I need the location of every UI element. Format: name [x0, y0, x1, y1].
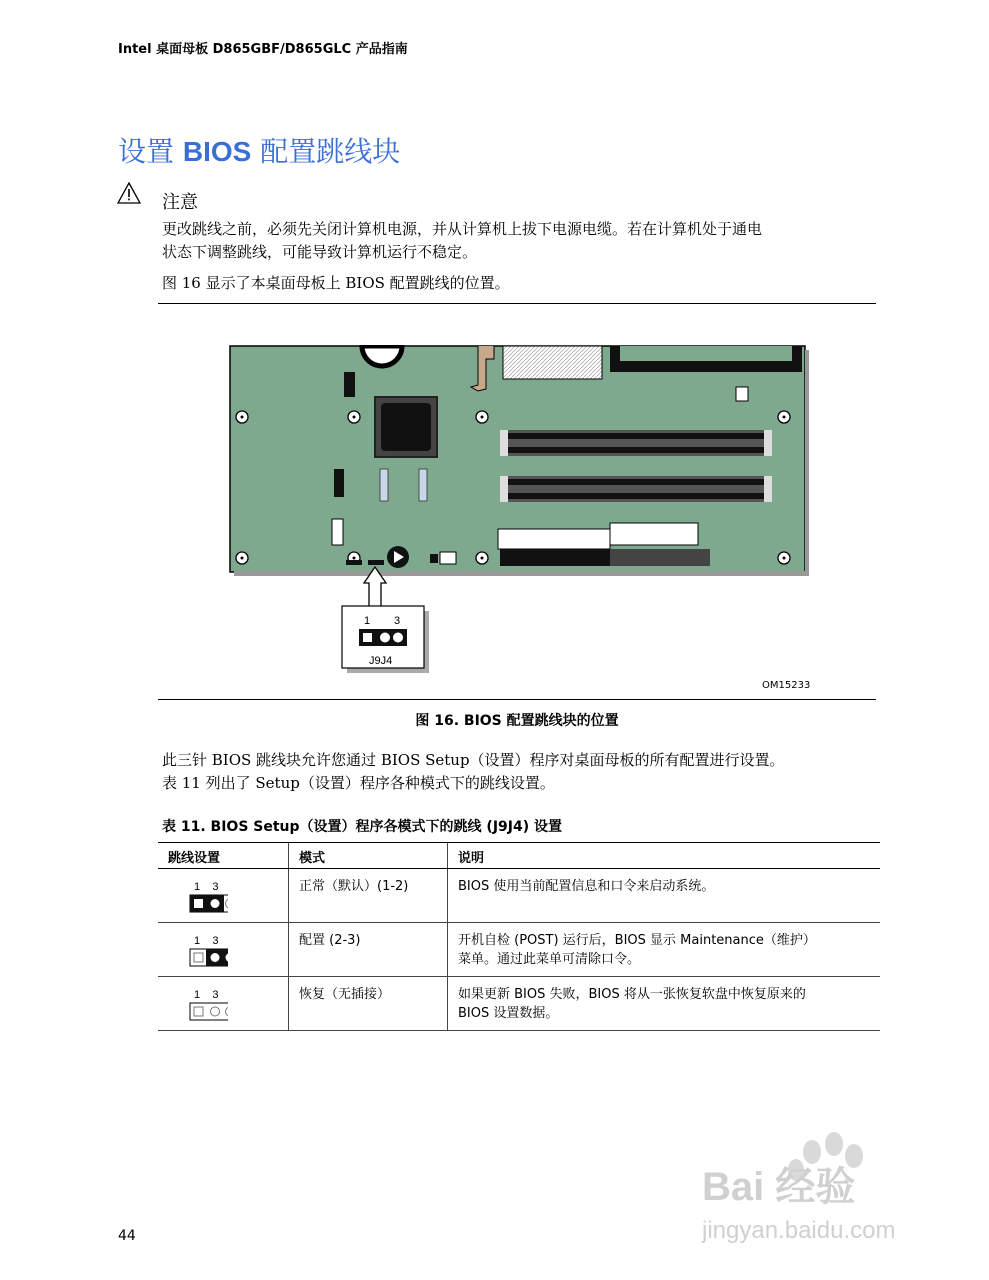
table-row [158, 977, 880, 1031]
watermark-url: jingyan.baidu.com [702, 1217, 896, 1244]
body-line-1: 此三针 BIOS 跳线块允许您通过 BIOS Setup（设置）程序对桌面母板的所有配置进行设置。 [162, 751, 785, 769]
figure-top-rule [158, 303, 876, 304]
description-cell [448, 977, 881, 1031]
description-line: 如果更新 BIOS 失败，BIOS 将从一张恢复软盘中恢复原来的 [458, 987, 806, 1002]
figure-reference: 图 16 显示了本桌面母板上 BIOS 配置跳线的位置。 [162, 274, 510, 292]
jumper-table [158, 842, 880, 1031]
pin-labels: 1 3 [194, 935, 219, 947]
table-row [158, 869, 880, 923]
description-line: 开机自检 (POST) 运行后，BIOS 显示 Maintenance（维护） [458, 933, 816, 948]
header-mode: 模式 [289, 843, 448, 869]
mode-cell: 正常（默认）(1-2) [289, 869, 448, 923]
note-line-1: 更改跳线之前，必须先关闭计算机电源，并从计算机上拔下电源电缆。若在计算机处于通电 [162, 220, 763, 238]
page-header: Intel 桌面母板 D865GBF/D865GLC 产品指南 [118, 42, 408, 57]
jumper-cell [158, 923, 289, 977]
jumper-cell [158, 977, 289, 1031]
section-title [118, 130, 400, 170]
description-cell [448, 869, 881, 923]
description-line: BIOS 设置数据。 [458, 1006, 559, 1021]
callout-label: J9J4 [369, 655, 393, 667]
page-number: 44 [118, 1228, 136, 1244]
mode-cell: 配置 (2-3) [289, 923, 448, 977]
body-line-2: 表 11 列出了 Setup（设置）程序各种模式下的跳线设置。 [162, 774, 555, 792]
header-jumper: 跳线设置 [158, 843, 289, 869]
header-description: 说明 [448, 843, 881, 869]
table-row [158, 923, 880, 977]
title-suffix: 配置跳线块 [251, 135, 401, 168]
watermark-brand: Bai 经验 [702, 1165, 856, 1209]
jumper-config-diagram [168, 929, 228, 969]
motherboard-figure [228, 345, 810, 685]
baidu-watermark-logo [700, 1130, 940, 1250]
figure-bottom-rule [158, 699, 876, 700]
callout-pin-3: 3 [394, 615, 401, 627]
figure-caption: 图 16. BIOS 配置跳线块的位置 [415, 713, 619, 729]
description-line: 菜单。通过此菜单可清除口令。 [458, 952, 641, 967]
note-line-2: 状态下调整跳线，可能导致计算机运行不稳定。 [162, 243, 478, 261]
note-title: 注意 [162, 192, 198, 213]
title-prefix: 设置 [118, 135, 183, 168]
jumper-normal-diagram [168, 875, 228, 915]
pin-labels: 1 3 [194, 989, 219, 1001]
warning-icon [117, 182, 141, 204]
title-bios: BIOS [182, 136, 252, 167]
figure-code: OM15233 [762, 680, 811, 691]
description-line: BIOS 使用当前配置信息和口令来启动系统。 [458, 879, 715, 894]
mode-cell: 恢复（无插接） [289, 977, 448, 1031]
jumper-cell [158, 869, 289, 923]
table-header-row [158, 843, 880, 869]
callout-pin-1: 1 [364, 615, 371, 627]
pin-labels: 1 3 [194, 881, 219, 893]
description-cell [448, 923, 881, 977]
jumper-recovery-diagram [168, 983, 228, 1023]
table-title: 表 11. BIOS Setup（设置）程序各模式下的跳线 (J9J4) 设置 [162, 819, 562, 835]
